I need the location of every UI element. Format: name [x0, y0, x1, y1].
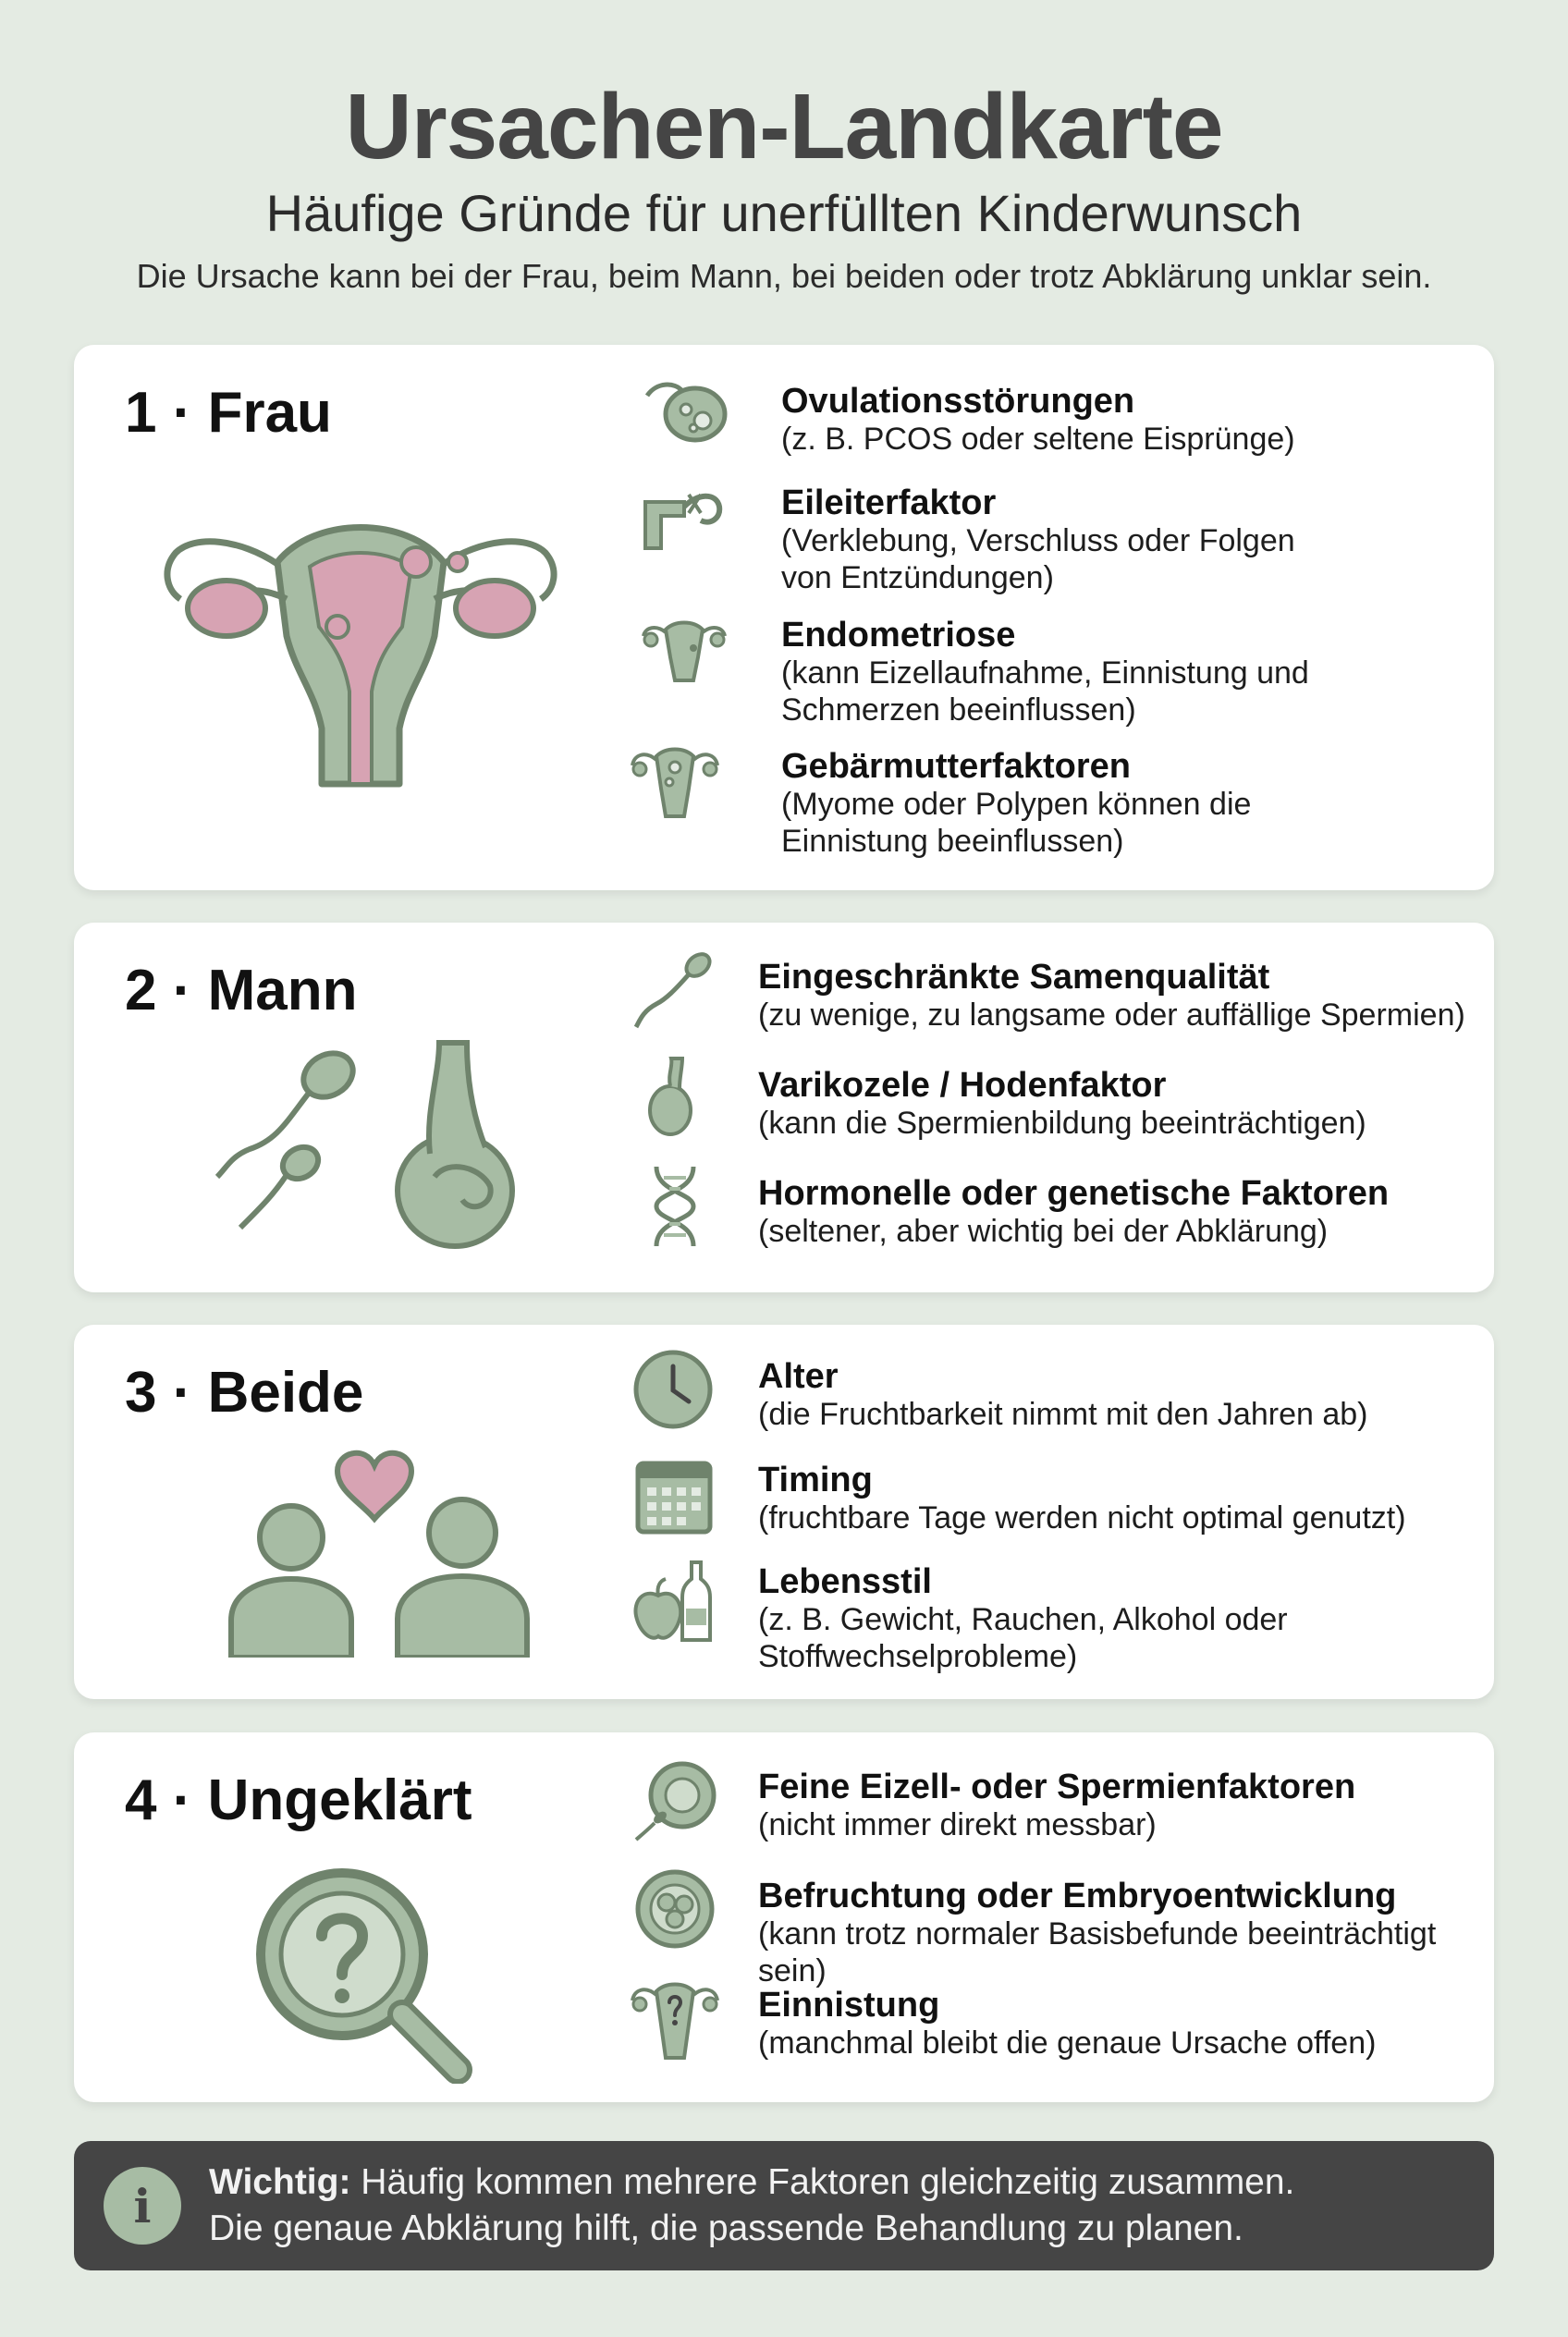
embryo-icon	[629, 1867, 721, 1951]
page-intro: Die Ursache kann bei der Frau, beim Mann, bei beiden oder trotz Abklärung unklar sein.	[136, 257, 1432, 295]
egg-sperm-icon	[629, 1758, 721, 1841]
section-card-beide	[74, 1325, 1494, 1699]
section-title: 1 · Frau	[125, 381, 332, 445]
item-title: Alter	[758, 1357, 839, 1396]
item-title: Varikozele / Hodenfaktor	[758, 1066, 1167, 1105]
info-note	[74, 2141, 1494, 2270]
item-title: Gebärmutterfaktoren	[781, 747, 1131, 786]
testis-icon	[629, 1057, 721, 1140]
dna-icon	[629, 1165, 721, 1248]
ovary-icon	[638, 373, 730, 456]
calendar-icon	[629, 1454, 721, 1537]
item-title: Hormonelle oder genetische Faktoren	[758, 1174, 1390, 1213]
item-title: Eileiterfaktor	[781, 483, 997, 522]
item-title: Ovulationsstörungen	[781, 382, 1135, 421]
item-title: Lebensstil	[758, 1562, 932, 1601]
fallopian-tube-icon	[638, 474, 730, 557]
item-title: Endometriose	[781, 616, 1016, 655]
item-desc: (z. B. PCOS oder seltene Eisprünge)	[781, 422, 1295, 457]
item-title: Einnistung	[758, 1986, 940, 2025]
page-subtitle: Häufige Gründe für unerfüllten Kinderwunsch	[265, 184, 1303, 242]
item-title: Eingeschränkte Samenqualität	[758, 958, 1270, 997]
section-title: 2 · Mann	[125, 959, 358, 1022]
clock-icon	[629, 1348, 721, 1431]
info-note-line1: Häufig kommen mehrere Faktoren gleichzeitig zusammen.	[361, 2162, 1295, 2202]
item-desc: (Verklebung, Verschluss oder Folgen von Entzündungen)	[781, 523, 1295, 595]
uterus-question-icon	[629, 1976, 721, 2060]
sperm-icon	[629, 948, 721, 1032]
section-title: 3 · Beide	[125, 1361, 364, 1425]
item-desc: (kann trotz normaler Basisbefunde beeinträchtigt sein)	[758, 1916, 1437, 1988]
item-desc: (kann Eizellaufnahme, Einnistung und Schmerzen beeinflussen)	[781, 655, 1309, 728]
page-title: Ursachen-Landkarte	[345, 75, 1223, 178]
item-desc: (fruchtbare Tage werden nicht optimal genutzt)	[758, 1500, 1406, 1536]
item-desc: (zu wenige, zu langsame oder auffällige Spermien)	[758, 997, 1465, 1033]
endometriosis-icon	[638, 606, 730, 690]
sperm-testis-icon	[213, 1038, 545, 1251]
uterus-small-icon	[629, 738, 721, 821]
item-desc: (Myome oder Polypen können die Einnistung beeinflussen)	[781, 787, 1252, 859]
item-title: Befruchtung oder Embryoentwicklung	[758, 1877, 1397, 1915]
section-card-ungeklaert	[74, 1732, 1494, 2102]
item-desc: (z. B. Gewicht, Rauchen, Alkohol oder Stoffwechselprobleme)	[758, 1602, 1288, 1674]
item-desc: (kann die Spermienbildung beeinträchtigen)	[758, 1106, 1366, 1141]
section-card-frau	[74, 345, 1494, 890]
item-title: Feine Eizell- oder Spermienfaktoren	[758, 1768, 1356, 1806]
section-card-mann	[74, 923, 1494, 1292]
info-note-line2: Die genaue Abklärung hilft, die passende Behandlung zu planen.	[209, 2209, 1243, 2248]
item-desc: (seltener, aber wichtig bei der Abklärung)	[758, 1214, 1329, 1249]
item-desc: (nicht immer direkt messbar)	[758, 1807, 1157, 1842]
item-title: Timing	[758, 1461, 873, 1499]
item-desc: (die Fruchtbarkeit nimmt mit den Jahren ab)	[758, 1397, 1368, 1432]
section-title: 4 · Ungeklärt	[125, 1768, 472, 1832]
info-note-text	[209, 2160, 1294, 2252]
apple-bottle-icon	[629, 1560, 721, 1644]
uterus-icon	[139, 497, 582, 793]
magnifier-question-icon	[250, 1862, 545, 2084]
info-icon: i	[104, 2167, 181, 2245]
item-desc: (manchmal bleibt die genaue Ursache offen)	[758, 2025, 1377, 2061]
couple-heart-icon	[213, 1445, 555, 1658]
info-note-label: Wichtig:	[209, 2162, 351, 2202]
